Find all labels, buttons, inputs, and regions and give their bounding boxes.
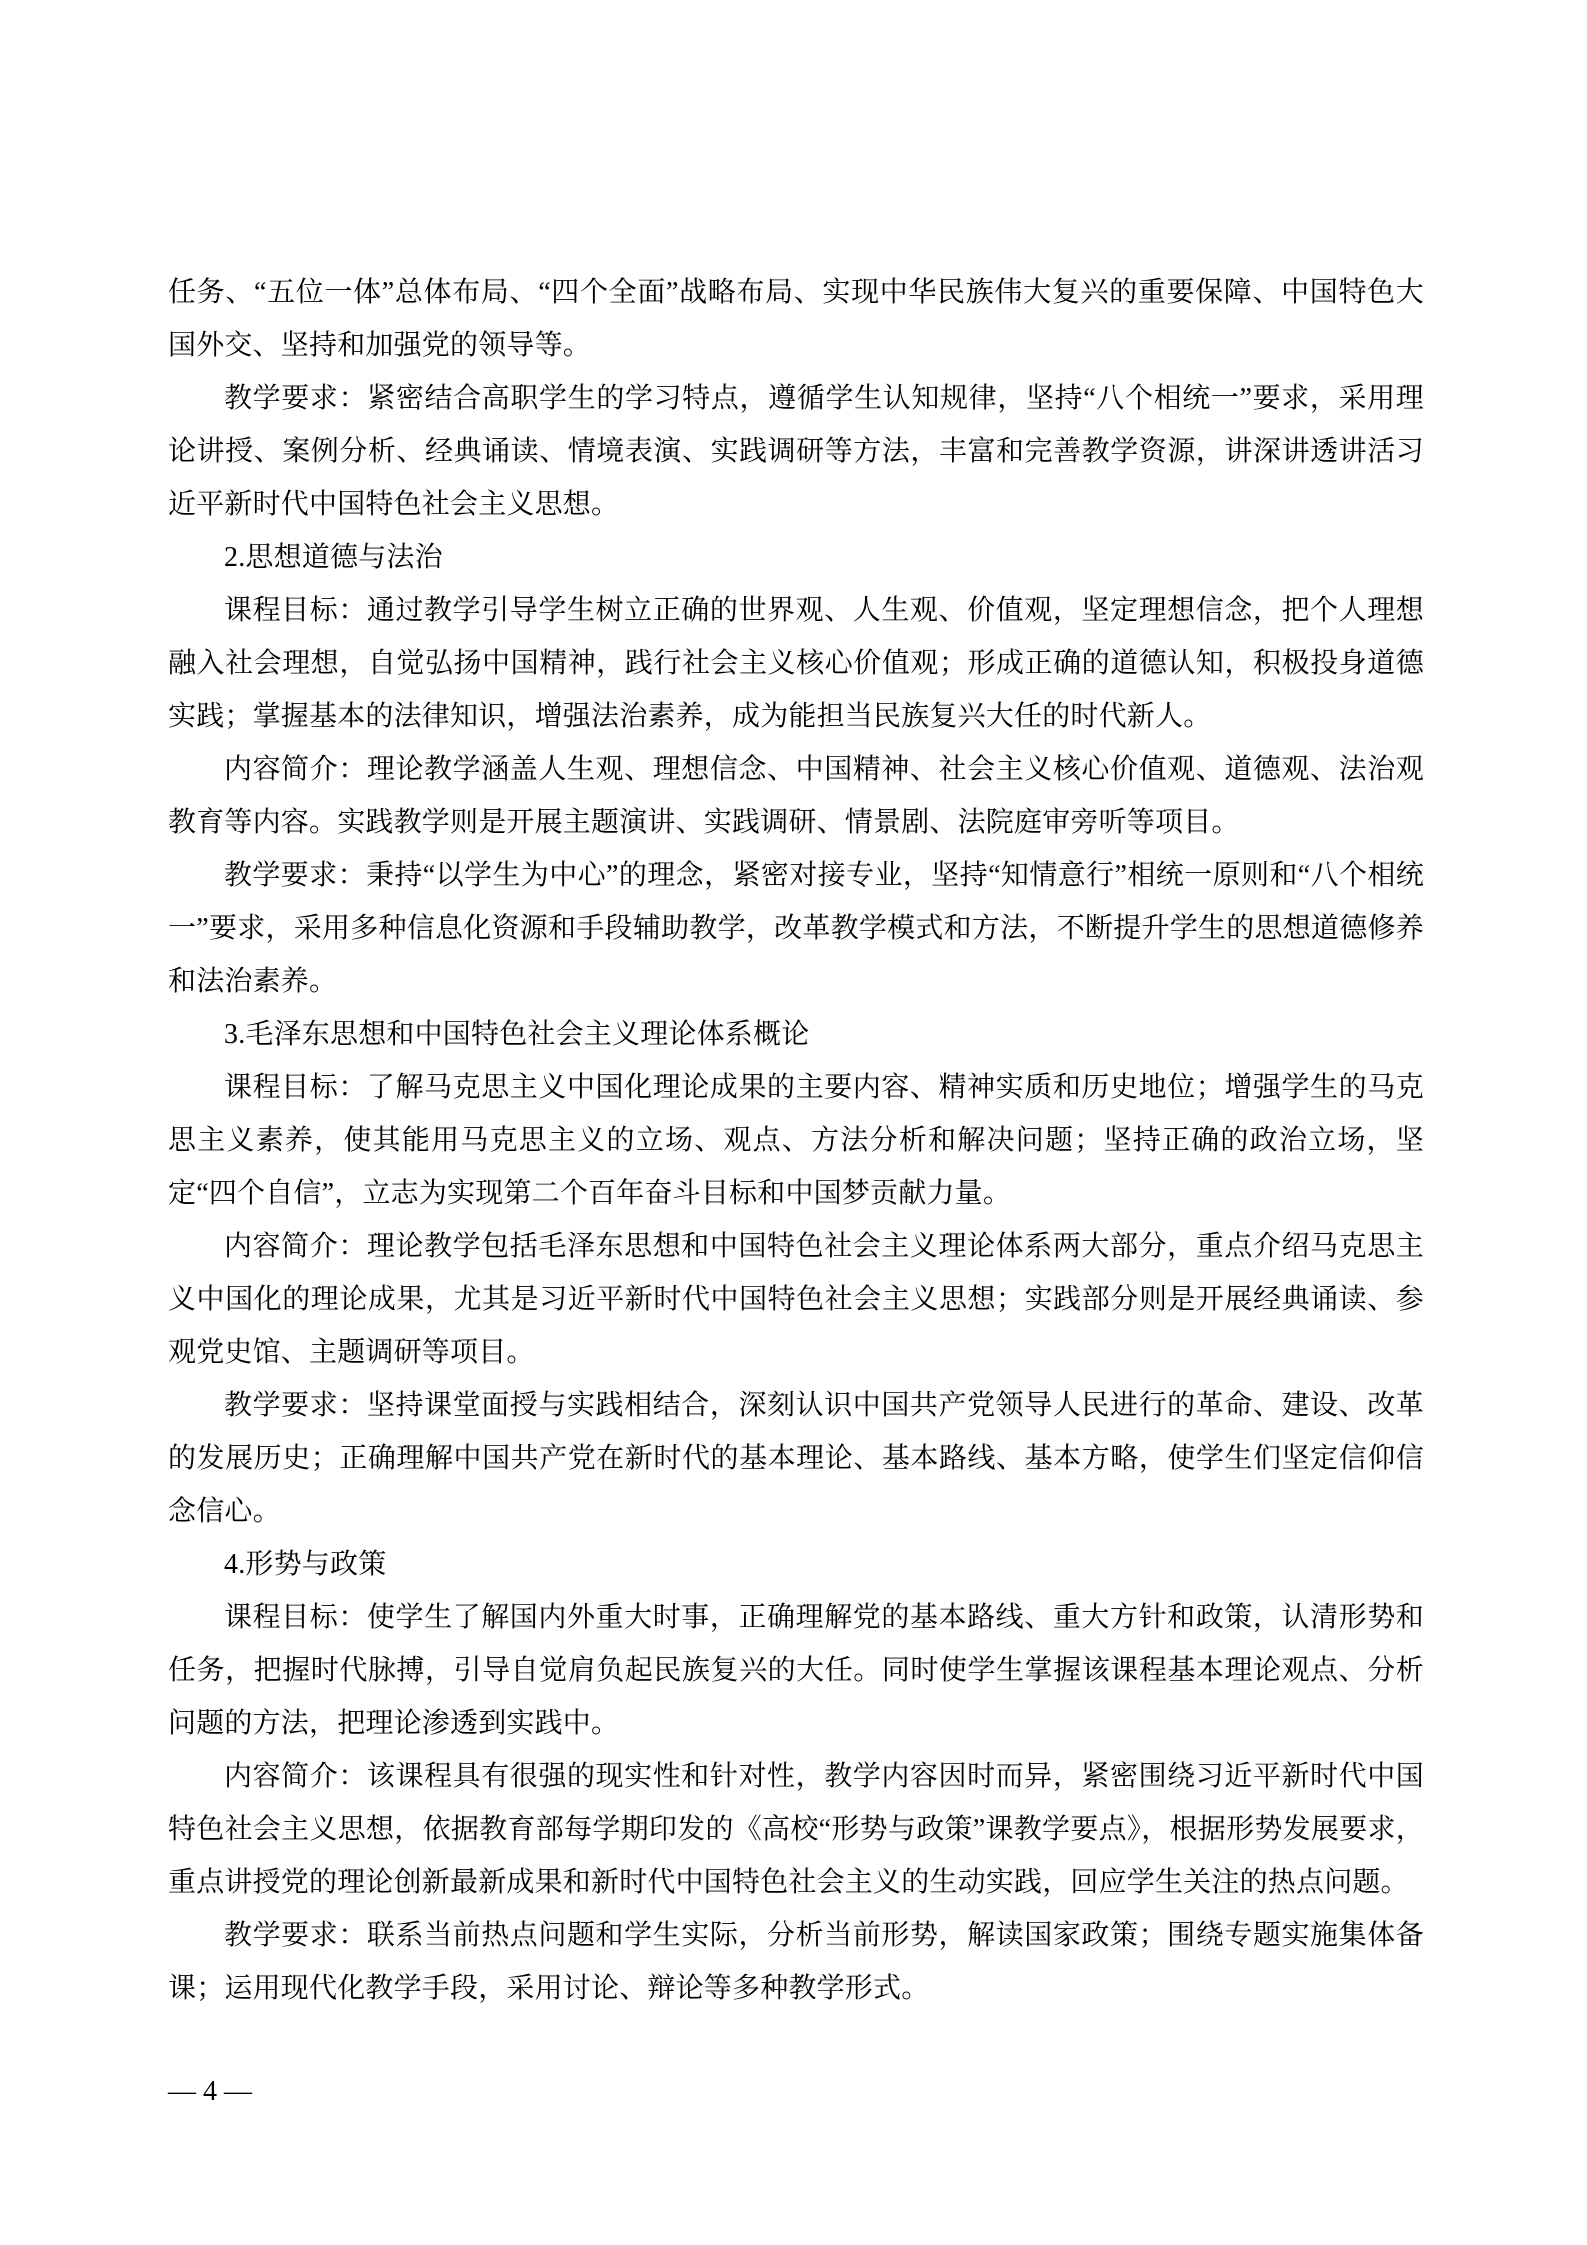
paragraph-teaching-requirements-1: 教学要求：紧密结合高职学生的学习特点，遵循学生认知规律，坚持“八个相统一”要求，采用理论讲授、案例分析、经典诵读、情境表演、实践调研等方法，丰富和完善教学资源，讲深讲透讲活习近平新时代中国特色社会主义思想。	[168, 383, 1424, 520]
section-heading-3: 3.毛泽东思想和中国特色社会主义理论体系概论	[224, 1019, 810, 1050]
paragraph-content-intro-4: 内容简介：该课程具有很强的现实性和针对性，教学内容因时而异，紧密围绕习近平新时代中国特色社会主义思想，依据教育部每学期印发的《高校“形势与政策”课教学要点》，根据形势发展要求，重点讲授党的理论创新最新成果和新时代中国特色社会主义的生动实践，回应学生关注的热点问题。	[168, 1761, 1424, 1898]
paragraph-course-goals-4: 课程目标：使学生了解国内外重大时事，正确理解党的基本路线、重大方针和政策，认清形势和任务，把握时代脉搏，引导自觉肩负起民族复兴的大任。同时使学生掌握该课程基本理论观点、分析问题的方法，把理论渗透到实践中。	[168, 1602, 1424, 1739]
paragraph-content-intro-2: 内容简介：理论教学涵盖人生观、理想信念、中国精神、社会主义核心价值观、道德观、法治观教育等内容。实践教学则是开展主题演讲、实践调研、情景剧、法院庭审旁听等项目。	[168, 754, 1424, 838]
paragraph-continuation: 任务、“五位一体”总体布局、“四个全面”战略布局、实现中华民族伟大复兴的重要保障、中国特色大国外交、坚持和加强党的领导等。	[168, 277, 1424, 361]
paragraph-teaching-requirements-3: 教学要求：坚持课堂面授与实践相结合，深刻认识中国共产党领导人民进行的革命、建设、改革的发展历史；正确理解中国共产党在新时代的基本理论、基本路线、基本方略，使学生们坚定信仰信念信心。	[168, 1390, 1424, 1527]
page-number: — 4 —	[168, 2076, 252, 2107]
paragraph-teaching-requirements-2: 教学要求：秉持“以学生为中心”的理念，紧密对接专业，坚持“知情意行”相统一原则和“八个相统一”要求，采用多种信息化资源和手段辅助教学，改革教学模式和方法，不断提升学生的思想道德修养和法治素养。	[168, 860, 1424, 997]
paragraph-teaching-requirements-4: 教学要求：联系当前热点问题和学生实际，分析当前形势，解读国家政策；围绕专题实施集体备课；运用现代化教学手段，采用讨论、辩论等多种教学形式。	[168, 1920, 1424, 2004]
section-heading-2: 2.思想道德与法治	[224, 542, 443, 573]
paragraph-content-intro-3: 内容简介：理论教学包括毛泽东思想和中国特色社会主义理论体系两大部分，重点介绍马克思主义中国化的理论成果，尤其是习近平新时代中国特色社会主义思想；实践部分则是开展经典诵读、参观党史馆、主题调研等项目。	[168, 1231, 1424, 1368]
document-body	[168, 266, 1424, 2015]
paragraph-course-goals-3: 课程目标：了解马克思主义中国化理论成果的主要内容、精神实质和历史地位；增强学生的马克思主义素养，使其能用马克思主义的立场、观点、方法分析和解决问题；坚持正确的政治立场，坚定“四个自信”，立志为实现第二个百年奋斗目标和中国梦贡献力量。	[168, 1072, 1424, 1209]
section-heading-4: 4.形势与政策	[224, 1549, 387, 1580]
paragraph-course-goals-2: 课程目标：通过教学引导学生树立正确的世界观、人生观、价值观，坚定理想信念，把个人理想融入社会理想，自觉弘扬中国精神，践行社会主义核心价值观；形成正确的道德认知，积极投身道德实践；掌握基本的法律知识，增强法治素养，成为能担当民族复兴大任的时代新人。	[168, 595, 1424, 732]
